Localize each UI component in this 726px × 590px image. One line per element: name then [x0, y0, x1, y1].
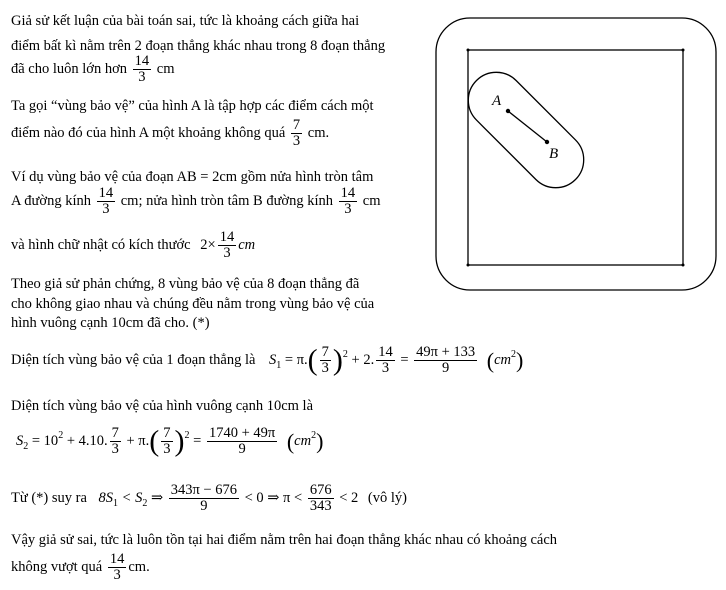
s2-formula: $S_2 = 10^2 + 4.10$. $\frac{7}{3}$ + π.( $\frac{7}{3}$ )$^2$ = $\frac{1740 + 49\pi}{9}$ $(cm^2)$: [16, 424, 324, 458]
fraction: $\frac{14}{3}$: [378, 344, 393, 376]
inner-corner-dots: [467, 49, 685, 267]
outer-rounded-square: [436, 18, 716, 290]
fraction: $\frac{14}{3}$: [134, 53, 150, 85]
p1-line3: đã cho luôn lớn hơn $\frac{14}{3}$ cm: [11, 53, 175, 85]
fraction: $\frac{1740 + 49\pi}{9}$: [208, 425, 276, 457]
p2-line1: Ta gọi “vùng bảo vệ” của hình A là tập hợp các điểm cách một: [11, 98, 374, 114]
fraction: $\frac{7}{3}$: [163, 425, 171, 457]
fraction: $\frac{14}{3}$: [109, 551, 125, 583]
p4-line2: cho không giao nhau và chúng đều nằm trong vùng bảo vệ của: [11, 296, 375, 312]
point-b: [545, 140, 549, 144]
fraction: $\frac{49\pi + 133}{9}$: [416, 344, 476, 376]
p1-line2: điểm bất kì nằm trên 2 đoạn thẳng khác nhau trong 8 đoạn thẳng: [11, 38, 386, 54]
segment-protection-zone: [457, 61, 596, 200]
p2-line2: điểm nào đó của hình A một khoảng không quá $\frac{7}{3}$ cm.: [11, 117, 330, 149]
inner-square: [468, 50, 683, 265]
fraction: $\frac{7}{3}$: [292, 117, 301, 149]
p3-line1: Ví dụ vùng bảo vệ của đoạn AB = 2cm gồm nửa hình tròn tâm: [11, 169, 374, 185]
s2-label: Diện tích vùng bảo vệ của hình vuông cạnh 10cm là: [11, 398, 314, 414]
final-line1: Vậy giả sử sai, tức là luôn tồn tại hai điểm nằm trên hai đoạn thẳng khác nhau có khoảng cách: [11, 532, 558, 548]
p4-line1: Theo giả sử phản chứng, 8 vùng bảo vệ của 8 đoạn thẳng đã: [11, 276, 360, 292]
s1-formula: Diện tích vùng bảo vệ của 1 đoạn thẳng là $S_1 = \pi$.( $\frac{7}{3}$ )$^2$ + 2. $\frac{14}{3}$ = $\frac{49\pi + 133}{9}$ $(cm^2)$: [11, 343, 524, 377]
p1-line1: Giả sử kết luận của bài toán sai, tức là khoảng cách giữa hai: [11, 13, 360, 29]
fraction: $\frac{14}{3}$: [219, 229, 235, 261]
final-line2: không vượt quá $\frac{14}{3}$ cm.: [11, 551, 150, 583]
label-b: B: [549, 146, 559, 162]
fraction: $\frac{14}{3}$: [340, 185, 356, 217]
point-a: [506, 109, 510, 113]
p3-line2: A đường kính $\frac{14}{3}$ cm; nửa hình tròn tâm B đường kính $\frac{14}{3}$ cm: [11, 185, 381, 217]
figure-protection-zone: [434, 16, 722, 296]
fraction: $\frac{676}{343}$: [309, 482, 332, 514]
fraction: $\frac{7}{3}$: [321, 344, 329, 376]
fraction: $\frac{343\pi - 676}{9}$: [170, 482, 237, 514]
label-a: A: [492, 93, 502, 109]
conclusion: Từ (*) suy ra $8S_1 < S_2$ ⇒ $\frac{343\pi - 676}{9}$ < 0 ⇒ π < $\frac{676}{343}$ < 2 (vô lý): [11, 482, 407, 514]
p3-line3: và hình chữ nhật có kích thước 2× $\frac{14}{3}$ cm: [11, 229, 256, 261]
p4-line3: hình vuông cạnh 10cm đã cho. (*): [11, 315, 210, 331]
fraction: $\frac{14}{3}$: [98, 185, 114, 217]
segment-ab: [508, 111, 547, 142]
fraction: $\frac{7}{3}$: [111, 425, 119, 457]
